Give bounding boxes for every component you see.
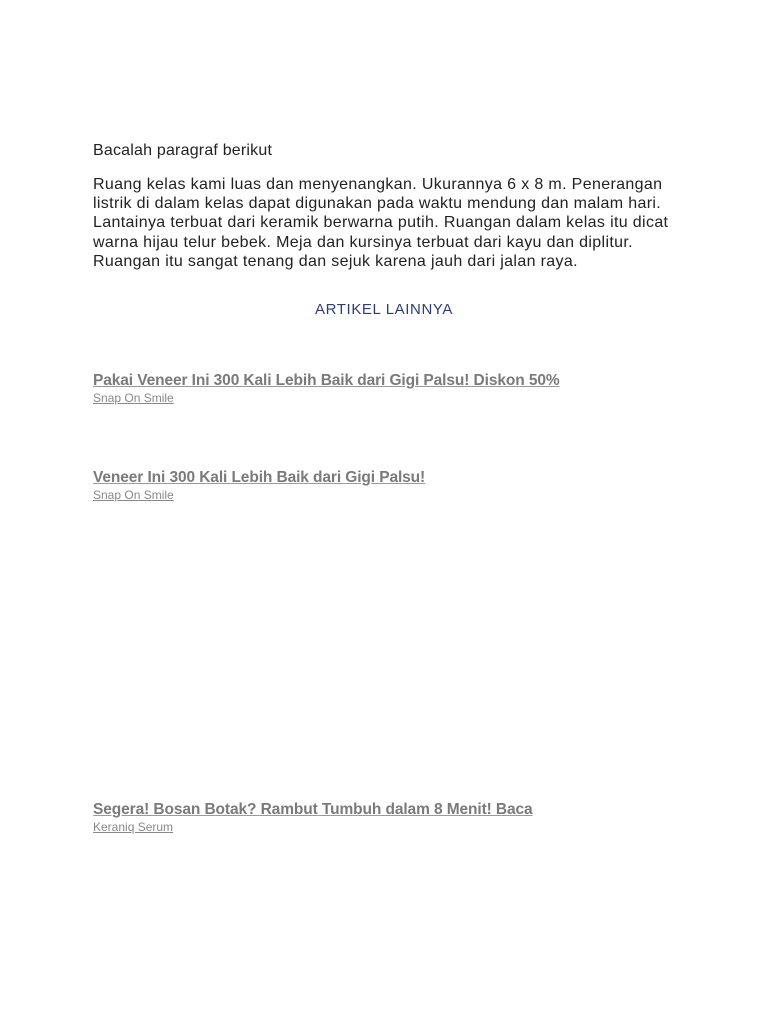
sponsored-item-title-link[interactable]: Segera! Bosan Botak? Rambut Tumbuh dalam 8 Menit! Baca (93, 801, 533, 818)
body-paragraph: Ruang kelas kami luas dan menyenangkan. Ukurannya 6 x 8 m. Penerangan listrik di dalam kelas dapat digunakan pada waktu mendung dan malam hari. Lantainya terbuat dari keramik berwarna putih. Ruangan dalam kelas itu dicat warna hijau telur bebek. Meja dan kursinya terbuat dari kayu dan diplitur. Ruangan itu sangat tenang dan sejuk karena jauh dari jalan raya. (93, 176, 669, 270)
sponsored-item-title-link[interactable]: Pakai Veneer Ini 300 Kali Lebih Baik dari Gigi Palsu! Diskon 50% (93, 372, 560, 389)
sponsored-item (93, 469, 425, 502)
section-heading: ARTIKEL LAINNYA (315, 301, 453, 318)
sponsored-item-title-link[interactable]: Veneer Ini 300 Kali Lebih Baik dari Gigi Palsu! (93, 469, 426, 486)
sponsored-item-source-link[interactable]: Snap On Smile (93, 391, 174, 405)
sponsored-item (93, 372, 560, 405)
sponsored-item-source-link[interactable]: Snap On Smile (93, 488, 174, 502)
sponsored-item-source-link[interactable]: Keraniq Serum (93, 820, 174, 834)
intro-text: Bacalah paragraf berikut (93, 142, 273, 159)
sponsored-item (93, 801, 533, 834)
